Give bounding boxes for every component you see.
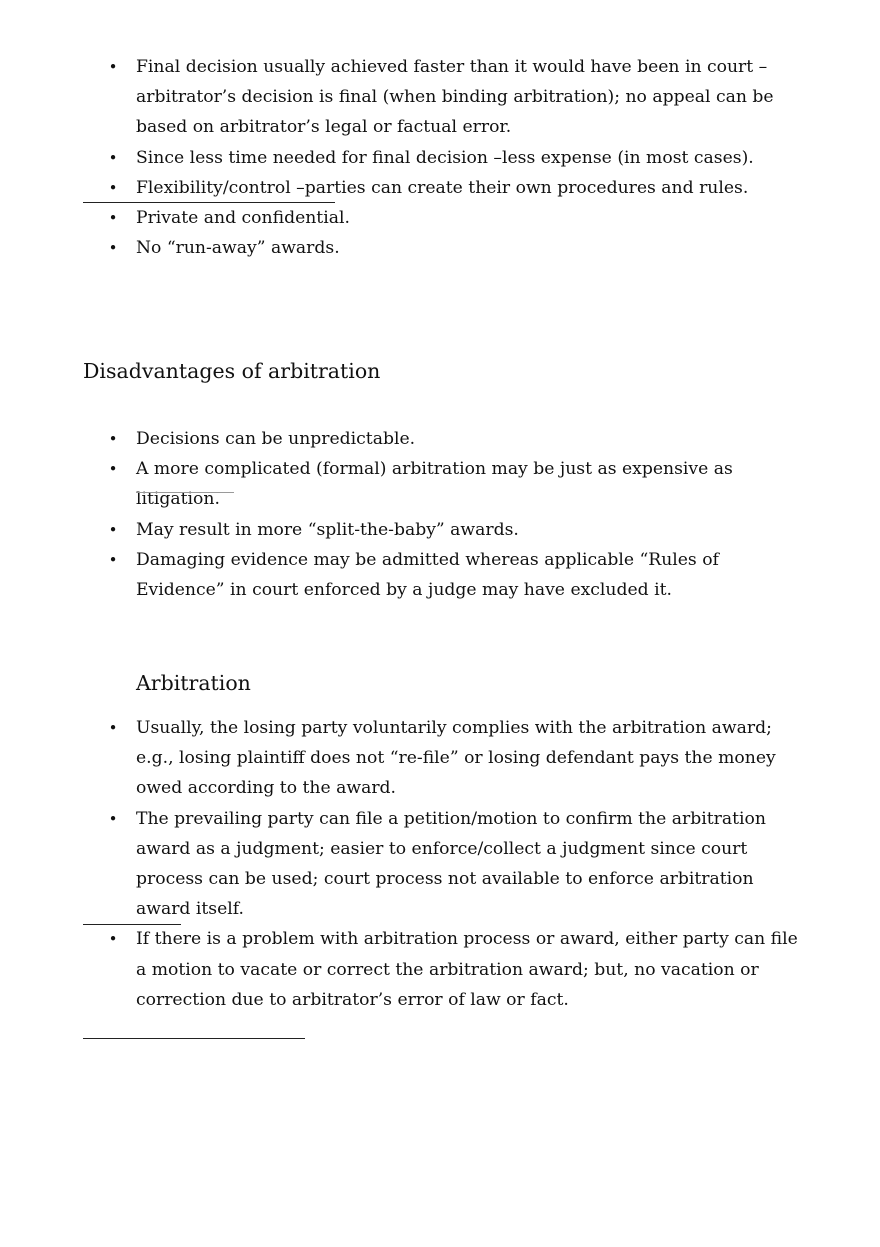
- list-item: [0, 424, 801, 454]
- bullet-icon: •: [108, 148, 118, 167]
- bullet-icon: •: [108, 520, 118, 539]
- disadvantages-list: [0, 424, 880, 605]
- list-item: [0, 52, 801, 143]
- list-item-text: Decisions can be unpredictable.: [136, 429, 416, 449]
- list-item-text: Final decision usually achieved faster than it would have been in court – arbitrator’s decision is final (when binding arbitration); no appeal can be based on arbitrator’s legal or factual error.: [136, 57, 774, 138]
- list-item: [0, 173, 801, 203]
- footnote-separator: [83, 1038, 305, 1039]
- bullet-icon: •: [108, 930, 118, 949]
- horizontal-rule: [83, 202, 335, 203]
- arbitration-heading: Arbitration: [136, 671, 251, 695]
- list-item-text: Flexibility/control –parties can create their own procedures and rules.: [136, 177, 749, 198]
- list-item-text: The prevailing party can file a petition/motion to confirm the arbitration award as a judgment; easier to enforce/collect a judgment since court process can be used; court process not available to enforce arbitration award itself.: [136, 808, 766, 920]
- advantages-list: [0, 52, 880, 263]
- bullet-icon: •: [108, 209, 118, 228]
- list-item: [0, 713, 801, 804]
- list-item: [0, 924, 801, 1015]
- list-item: [0, 203, 801, 233]
- bullet-icon: •: [108, 809, 118, 828]
- list-item-text: Since less time needed for final decision –less expense (in most cases).: [136, 147, 754, 168]
- list-item-text: A more complicated (formal) arbitration may be just as expensive as litigation.: [136, 459, 733, 510]
- bullet-icon: •: [108, 58, 118, 76]
- bullet-icon: •: [108, 719, 118, 737]
- list-item-text: If there is a problem with arbitration process or award, either party can file a motion to vacate or correct the arbitration award; but, no vacation or correction due to arbitrator’s error of law or fact.: [136, 929, 798, 1010]
- list-item: [0, 233, 801, 263]
- list-item: [0, 143, 801, 173]
- list-item-text: Usually, the losing party voluntarily complies with the arbitration award; e.g., losing plaintiff does not “re-file” or losing defendant pays the money owed according to the award.: [136, 718, 776, 799]
- list-item-text: Damaging evidence may be admitted whereas applicable “Rules of Evidence” in court enforced by a judge may have excluded it.: [136, 549, 719, 601]
- list-item-text: No “run-away” awards.: [136, 238, 340, 259]
- bullet-icon: •: [108, 550, 118, 569]
- horizontal-rule: [83, 924, 181, 925]
- horizontal-rule: [136, 492, 234, 493]
- list-item-text: May result in more “split-the-baby” awards.: [136, 519, 519, 540]
- list-item: [0, 545, 801, 605]
- bullet-icon: •: [108, 430, 118, 448]
- list-item: [0, 804, 801, 925]
- bullet-icon: •: [108, 239, 118, 258]
- arbitration-list: [0, 713, 880, 1015]
- list-item: [0, 515, 801, 545]
- bullet-icon: •: [108, 178, 118, 197]
- list-item: [0, 454, 801, 514]
- list-item-text: Private and confidential.: [136, 208, 350, 229]
- bullet-icon: •: [108, 460, 118, 479]
- disadvantages-heading: Disadvantages of arbitration: [83, 359, 381, 383]
